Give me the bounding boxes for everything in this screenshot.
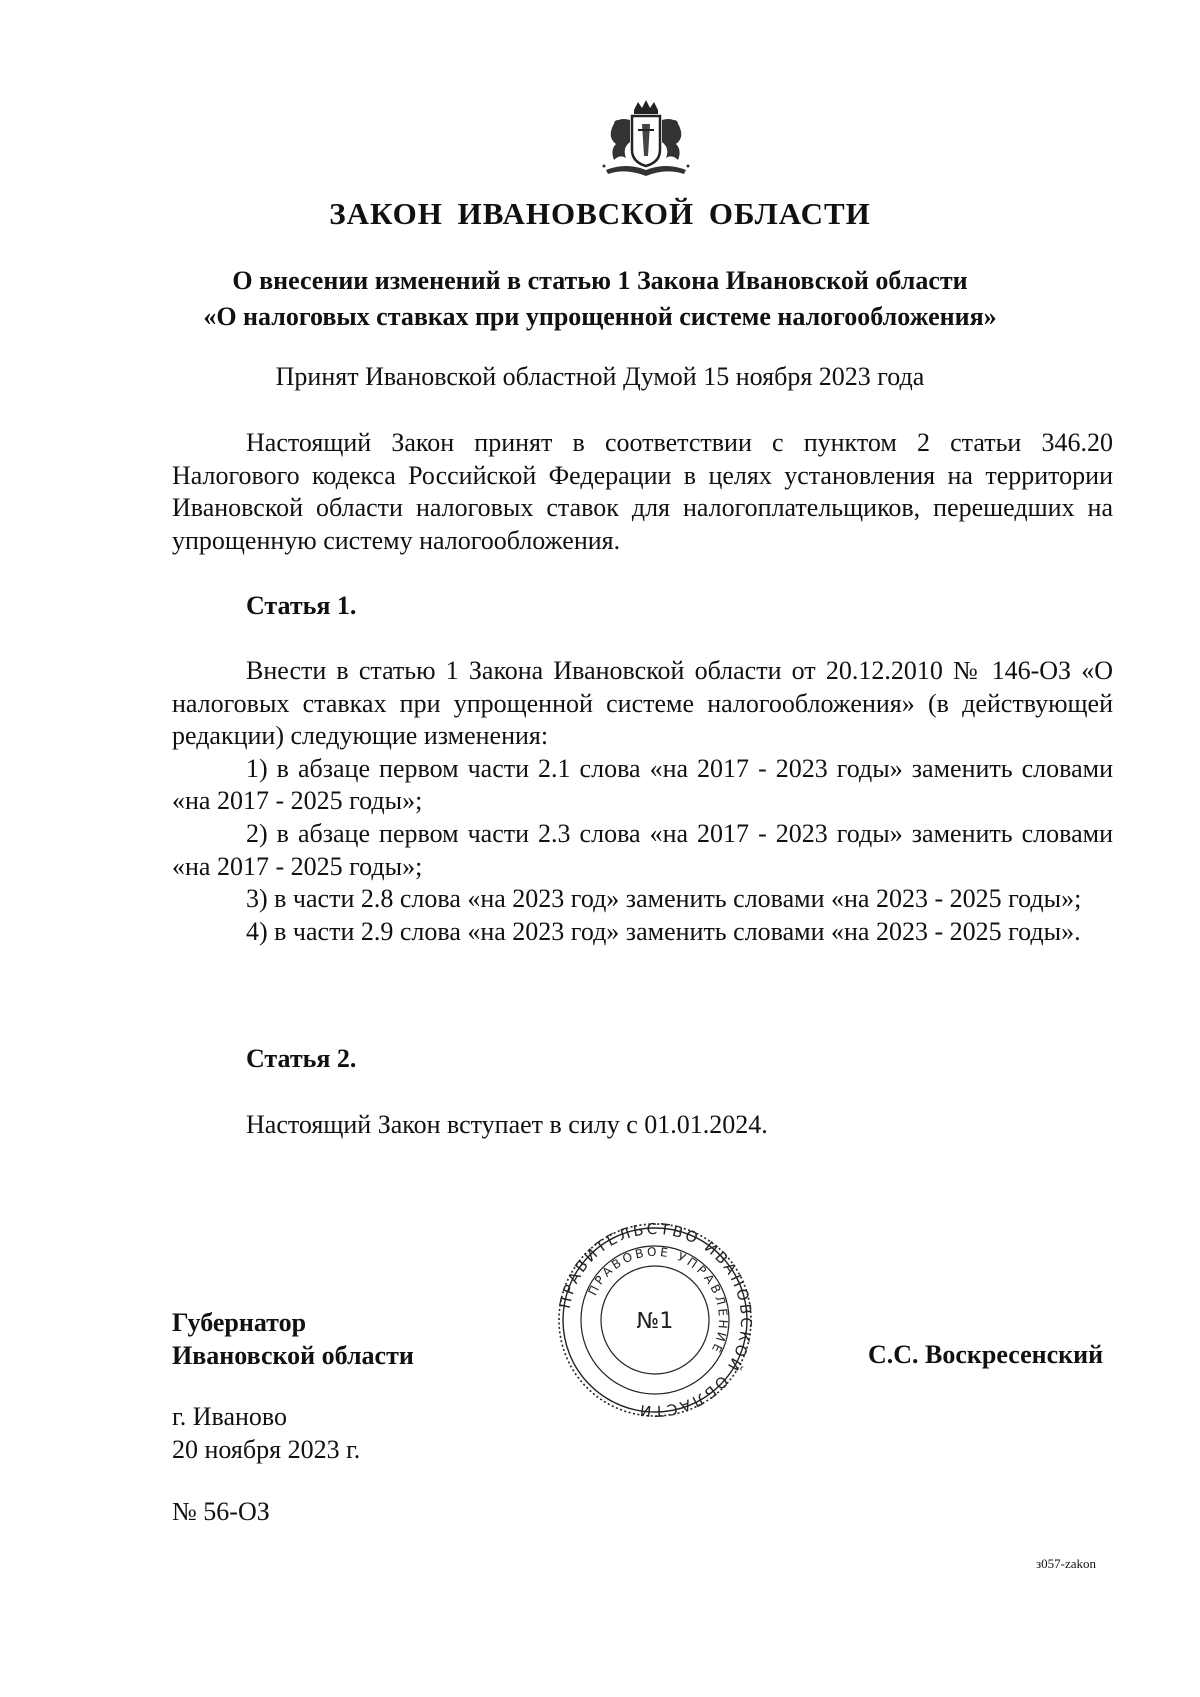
document-code: з057-zakon xyxy=(1036,1556,1097,1571)
city: г. Иваново xyxy=(172,1402,287,1431)
official-seal xyxy=(555,1220,755,1420)
signing-date: 20 ноября 2023 г. xyxy=(172,1435,361,1464)
document-subtitle xyxy=(0,263,1200,335)
article-1-item: 1) в абзаце первом части 2.1 слова «на 2017 - 2023 годы» заменить словами «на 2017 - 2025 годы»; xyxy=(172,753,1113,816)
preamble-text: Настоящий Закон принят в соответствии с пунктом 2 статьи 346.20 Налогового кодекса Российской Федерации в целях установления на территории Ивановской области налоговых ставок для налогоплательщиков, перешедших на упрощенную систему налогообложения. xyxy=(172,428,1113,555)
seal-number: №1 xyxy=(636,1309,674,1334)
place-and-date xyxy=(172,1400,360,1466)
article-1-item: 2) в абзаце первом части 2.3 слова «на 2017 - 2023 годы» заменить словами «на 2017 - 2025 годы»; xyxy=(172,818,1113,881)
signer-position-line: Губернатор xyxy=(172,1308,307,1337)
article-1-heading: Статья 1. xyxy=(246,591,357,620)
subtitle-line: «О налоговых ставках при упрощенной системе налогообложения» xyxy=(203,302,997,331)
article-1-item: 3) в части 2.8 слова «на 2023 год» заменить словами «на 2023 - 2025 годы»; xyxy=(246,884,1082,914)
article-2-heading: Статья 2. xyxy=(246,1044,357,1073)
adoption-line: Принят Ивановской областной Думой 15 ноября 2023 года xyxy=(275,362,925,391)
seal-outer-text: ПРАВИТЕЛЬСТВО ИВАНОВСКОЙ ОБЛАСТИ xyxy=(555,1220,755,1420)
coat-of-arms-icon xyxy=(596,98,696,182)
article-1-body xyxy=(172,655,1113,948)
law-number: № 56-ОЗ xyxy=(172,1497,270,1526)
seal-inner-text: ПРАВОВОЕ УПРАВЛЕНИЕ xyxy=(585,1244,731,1358)
svg-text:ПРАВОВОЕ УПРАВЛЕНИЕ xyxy=(585,1245,730,1357)
document-title: ЗАКОН ИВАНОВСКОЙ ОБЛАСТИ xyxy=(329,196,871,231)
article-1-intro: Внести в статью 1 Закона Ивановской области от 20.12.2010 № 146-ОЗ «О налоговых ставках при упрощенной системе налогообложения» (в действующей редакции) следующие изменения: xyxy=(172,656,1113,751)
signer-position xyxy=(172,1306,414,1372)
signer-position-line: Ивановской области xyxy=(172,1341,414,1370)
signer-name: С.С. Воскресенский xyxy=(868,1340,1104,1369)
preamble xyxy=(172,427,1113,557)
article-1-item: 4) в части 2.9 слова «на 2023 год» заменить словами «на 2023 - 2025 годы». xyxy=(246,916,1081,946)
subtitle-line: О внесении изменений в статью 1 Закона Ивановской области xyxy=(232,266,968,295)
article-2-body: Настоящий Закон вступает в силу с 01.01.2024. xyxy=(246,1110,768,1139)
